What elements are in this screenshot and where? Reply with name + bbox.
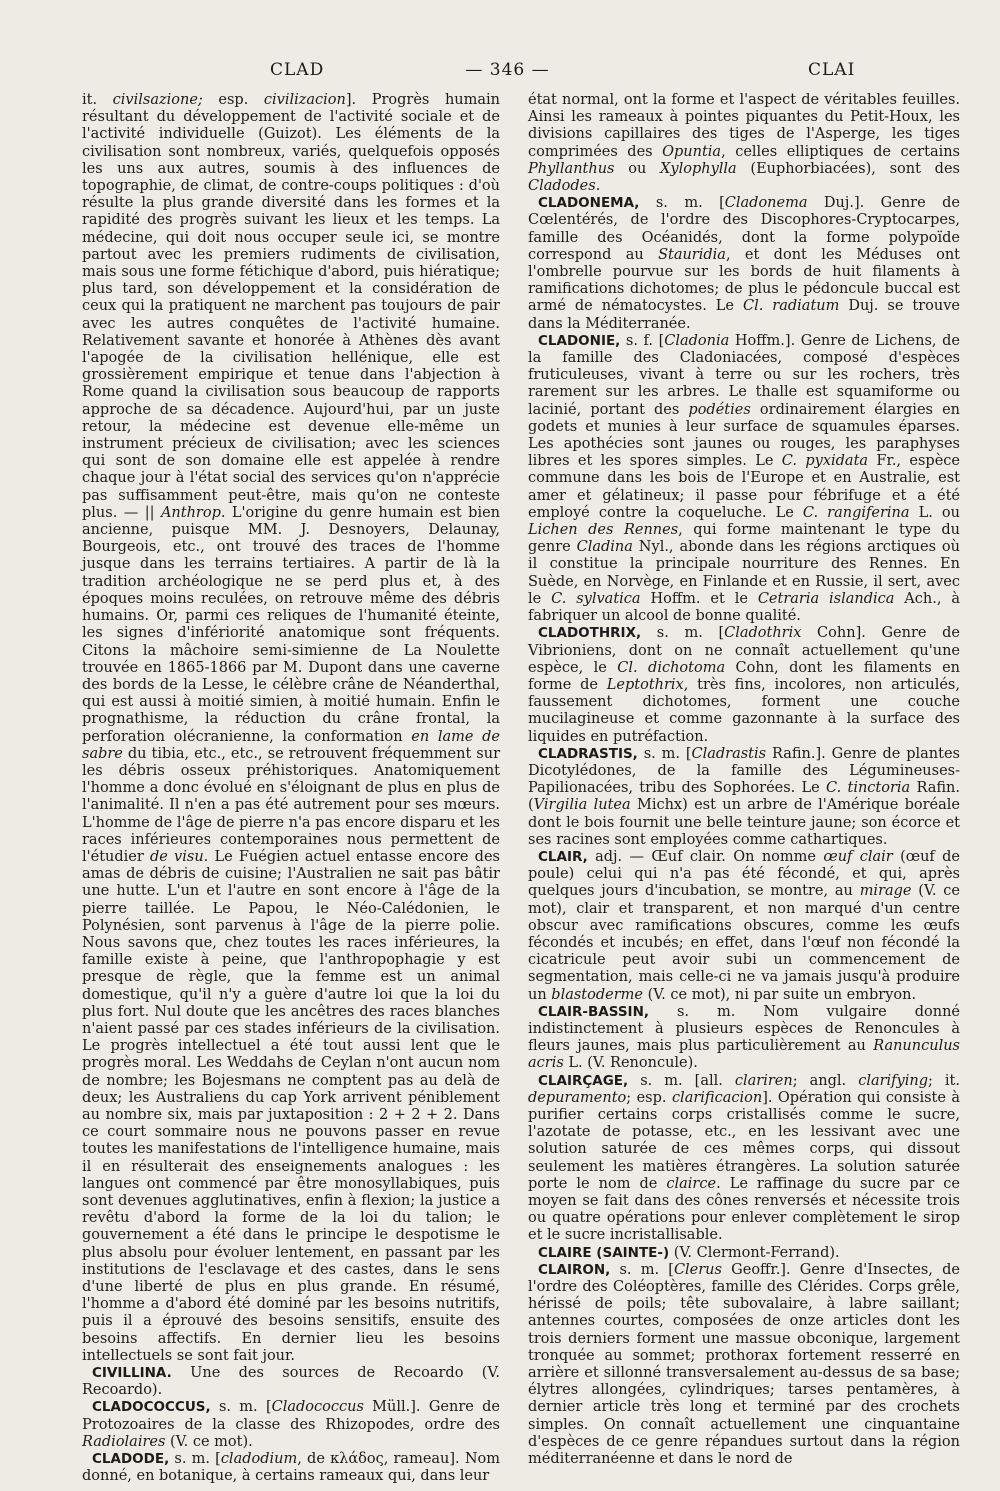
- italic-text: Cladina: [576, 539, 633, 556]
- entry-text: (œuf de poule) celui qui n'a pas été fécondé, et qui, après quelques jours d'incubation, se montre, au: [528, 848, 961, 900]
- entry-text: Müll.]. Genre de Protozoaires de la classe des Rhizopodes, ordre des: [82, 1399, 500, 1433]
- italic-text: civilsazione;: [112, 92, 219, 108]
- left-column: [82, 92, 501, 1485]
- italic-text: clairce: [666, 1175, 717, 1192]
- italic-text: Cladococcus: [271, 1399, 364, 1416]
- entry-text: (V. Clermont-Ferrand).: [669, 1244, 840, 1261]
- entry-text: , qui forme maintenant le type du genre: [528, 522, 960, 556]
- italic-text: Cl. radiatum: [742, 298, 840, 315]
- italic-text: mirage: [859, 883, 912, 900]
- entry-text: ordinairement élargies en godets et munies à leur surface de squamules éparses. Les apothécies sont jaunes ou rouges, les paraphyses libres et les spores simples. Le: [528, 401, 960, 470]
- entry-text: Duj. se trouve dans la Méditerranée.: [528, 298, 960, 332]
- entry-text: .: [595, 178, 601, 195]
- entry-text: . Le Fuégien actuel entasse encore des amas de débris de cuisine; l'Australien ne sait pas bâtir une hutte. L'un et l'autre en sont encore à l'âge de la pierre taillée. Le Papou, le Néo-Calédonien, le Polynésien, sont parvenus à l'âge de la pierre polie. Nous savons que, chez toutes les races inférieures, la famille existe à peine, que l'anthropophagie y est presque de règle, que la femme est un animal domestique, qu'il n'y a guère d'autre loi que la loi du plus fort. Nul doute que les ancêtres des races blanches n'aient passé par ces stades inférieurs de la civilisation. Le progrès intellectuel a été tout aussi lent que le progrès moral. Les Weddahs de Ceylan n'ont aucun nom de nombre; les Bojesmans ne comptent pas au delà de deux; les Australiens du cap York arrivent péniblement au nombre six, mais par juxtaposition : 2 + 2 + 2. Dans ce court sommaire nous ne pouvons passer en revue toutes les manifestations de l'intelligence humaine, mais il en résulterait des enseignements analogues : les langues ont commencé par être monosyllabiques, puis sont devenues agglutinatives, enfin à flexion; la justice a revêtu d'abord la forme de la loi du talion; le gouvernement a été dans le principe le despotisme le plus absolu pour évoluer lentement, en passant par les institutions de l'esclavage et des castes, dans le sens d'une liberté de plus en plus grande. En résumé, l'homme a d'abord été dominé par les besoins nutritifs, puis il a éprouvé des besoins sensitifs, ensuite des besoins affectifs. En dernier lieu les besoins intellectuels se sont fait jour.: [82, 848, 500, 1364]
- italic-text: Radiolaires: [82, 1433, 166, 1450]
- italic-text: C. tinctoria: [826, 780, 911, 797]
- entry-text: Rafin. (: [528, 780, 960, 814]
- italic-text: Stauridia: [658, 246, 726, 263]
- italic-text: Clerus: [673, 1261, 722, 1278]
- entry-text: (V. ce mot), ni par suite un embryon.: [642, 986, 917, 1003]
- entry-text: du tibia, etc., etc., se retrouvent fréquemment sur les débris osseux préhistoriques. Anatomiquement l'homme a donc évolué en s'éloignant de plus en plus de l'animalité. Il n'en a pas été autrement pour ses mœurs. L'homme de l'âge de pierre n'a pas encore disparu et les races inférieures contemporaines nous permettent de l'étudier: [82, 745, 500, 865]
- entry-headword: CIVILLINA.: [92, 1365, 172, 1382]
- header-right-guideword: CLAI: [808, 60, 856, 80]
- italic-text: Lichen des Rennes: [528, 522, 679, 539]
- entry-headword: CLADOCOCCUS,: [92, 1399, 211, 1416]
- dictionary-entry: [528, 746, 960, 849]
- right-column: [528, 92, 961, 1468]
- dictionary-entry: [528, 333, 960, 625]
- entry-text: s. m. [: [641, 625, 725, 642]
- entry-text: , celles elliptiques de certains: [721, 143, 960, 160]
- entry-text: s. m. Nom vulgaire donné indistinctement à plusieurs espèces de Renoncules à fleurs jaunes, mais plus particulièrement au: [528, 1003, 960, 1055]
- italic-text: Cl. dichotoma: [617, 659, 726, 676]
- italic-text: Virgilia lutea: [533, 797, 631, 814]
- entry-text: Nyl., abonde dans les régions arctiques où il constitue la principale nourriture des Rennes. En Suède, en Norvège, en Finlande et en Russie, il sert, avec le: [528, 539, 960, 607]
- entry-text: Hoffm.]. Genre de Lichens, de la famille des Cladoniacées, composé d'espèces fruticuleuses, vivant à terre ou sur les rochers, très rarement sur les arbres. Le thalle est squamiforme ou lacinié, portant des: [528, 332, 960, 418]
- entry-text: état normal, ont la forme et l'aspect de véritables feuilles. Ainsi les rameaux à pointes piquantes du Petit-Houx, les divisions capillaires des tiges de l'Asperge, les tiges comprimées des: [528, 92, 960, 160]
- entry-text: Geoffr.]. Genre d'Insectes, de l'ordre des Coléoptères, famille des Clérides. Corps grêle, hérissé de poils; tête subovalaire, à labre saillant; antennes courtes, composées de onze articles dont les trois derniers forment une massue obconique, largement tronquée au sommet; prothorax fortement resserré en arrière et sillonné transversalement au-dessus de sa base; élytres allongées, cylindriques; tarses pentamères, à dernier article très long et terminé par des crochets simples. On connaît actuellement une cinquantaine d'espèces de ce genre répandues surtout dans la région méditerranéenne et dans le nord de: [528, 1261, 960, 1468]
- dictionary-entry: [82, 1365, 500, 1399]
- italic-text: C. pyxidata: [781, 453, 869, 470]
- entry-text: Cohn]. Genre de Vibrioniens, dont on ne connaît actuellement qu'une espèce, le: [528, 625, 960, 676]
- entry-text: Rafin.]. Genre de plantes Dicotylédones, de la famille des Légumineuses-Papilionacées, tribu des Sophorées. Le: [528, 745, 960, 797]
- entry-text: (V. ce mot).: [165, 1433, 253, 1450]
- italic-text: en lame de sabre: [82, 728, 500, 762]
- italic-text: Cladodes: [528, 178, 596, 195]
- entry-headword: CLAIRE (SAINTE-): [538, 1244, 670, 1261]
- dictionary-entry: [528, 1004, 960, 1073]
- entry-text: s. m. [: [210, 1399, 272, 1416]
- entry-text: (Euphorbiacées), sont des: [736, 160, 960, 177]
- entry-text: (V. ce mot), clair et transparent, et non marqué d'un centre obscur avec ramifications obscures, comme les œufs fécondés et incubés; en effet, dans l'œuf non fécondé la cicatricule peut avoir subi un commencement de segmentation, mais celle-ci ne va jamais jusqu'à produire un: [528, 883, 960, 1003]
- entry-text: Une des sources de Recoardo (V. Recoardo).: [82, 1365, 500, 1399]
- entry-text: , très fins, incolores, non articulés, faussement dichotomes, forment une couche mucilagineuse et comme gazonnante à la surface des liquides en putréfaction.: [528, 676, 960, 745]
- italic-text: de visu: [150, 848, 204, 865]
- italic-text: C. rangiferina: [802, 504, 910, 521]
- italic-text: œuf clair: [823, 848, 893, 865]
- italic-text: depuramento: [528, 1089, 627, 1106]
- entry-text: L'origine du genre humain est bien ancienne, puisque MM. J. Desnoyers, Delaunay, Bourgeois, etc., ont trouvé des traces de l'homme jusque dans les terrains tertiaires. A partir de là la tradition archéologique ne se perd plus et, à des époques moins reculées, on retrouve même des débris humains. Or, parmi ces reliques de l'humanité éteinte, les signes d'infériorité anatomique sont fréquents. Citons la mâchoire semi-simienne de La Noulette trouvée en 1865-1866 par M. Dupont dans une caverne des bords de la Lesse, le célèbre crâne de Néanderthal, qui est aussi à moitié simien, à moitié humain. Enfin le prognathisme, la réduction du crâne frontal, la perforation olécranienne, la conformation: [82, 504, 500, 745]
- entry-text: , et dont les Méduses ont l'ombrelle pourvue sur les bords de huit filaments à ramifications dichotomes; de plus le pédoncule buccal est armé de nématocystes. Le: [528, 246, 960, 315]
- entry-headword: CLAIR-BASSIN,: [538, 1003, 650, 1020]
- entry-text: Ach., à fabriquer un alcool de bonne qualité.: [528, 590, 960, 625]
- entry-text: ou: [614, 160, 661, 177]
- italic-text: Cetraria islandica: [757, 590, 895, 607]
- dictionary-entry: [82, 1399, 500, 1451]
- entry-text: . Le raffinage du sucre par ce moyen se fait dans des cônes renversés et nécessite trois ou quatre opérations pour enlever complètement le sirop et le sucre incristallisable.: [528, 1175, 961, 1244]
- header-left-guideword: CLAD: [270, 60, 325, 80]
- entry-text: s. m. [: [639, 195, 725, 212]
- page-number: — 346 —: [465, 60, 550, 80]
- entry-headword: CLADONIE,: [538, 332, 621, 349]
- entry-text: ]. Progrès humain résultant du développement de l'activité sociale et de l'activité individuelle (Guizot). Les éléments de la civilisation sont nombreux, variés, quelquefois opposés les uns aux autres, soumis à des influences de topographie, de climat, de contre-coups politiques : d'où résulte la plus grande diversité dans les formes et la rapidité des progrès suivant les lieux et les temps. La médecine, qui doit nous occuper seule ici, se montre partout avec les premiers rudiments de civilisation, mais sous une forme fétichique d'abord, puis hiératique; plus tard, son développement et la considération de ceux qui la pratiquent ne marchent pas toujours de pair avec les autres conquêtes de l'activité humaine. Relativement savante et honorée à Athènes dès avant l'apogée de la civilisation hellénique, elle est grossièrement empirique et tenue dans l'abjection à Rome quand la civilisation sous beaucoup de rapports approche de sa décadence. Aujourd'hui, par un juste retour, la médecine est devenue elle-même un instrument précieux de civilisation; avec les sciences qui sont de son domaine elle est appelée à rendre chaque jour à l'état social des services qu'on n'apprécie pas suffisamment peut-être, mais qu'on ne conteste plus. — ||: [82, 92, 501, 521]
- entry-headword: CLAIR,: [538, 848, 588, 865]
- entry-text: esp.: [218, 92, 264, 108]
- dictionary-entry: [528, 849, 960, 1004]
- entry-text: ; angl.: [792, 1072, 859, 1089]
- italic-text: Cladonia: [664, 332, 730, 349]
- entry-text: Duj.]. Genre de Cœlentérés, de l'ordre des Discophores-Cryptocarpes, famille des Océanidés, dont la forme polypoïde correspond au: [528, 195, 960, 263]
- italic-text: Xylophylla: [660, 160, 737, 177]
- italic-text: clarificacion: [671, 1089, 763, 1106]
- entry-headword: CLADONEMA,: [538, 195, 640, 212]
- dictionary-entry: [528, 1073, 960, 1245]
- entry-text: ; esp.: [626, 1089, 672, 1106]
- entry-text: s. m. [: [169, 1451, 221, 1468]
- entry-text: it.: [82, 92, 113, 108]
- entry-continuation: [528, 92, 960, 195]
- italic-text: Phyllanthus: [528, 160, 615, 177]
- italic-text: Cladrastis: [691, 745, 767, 762]
- entry-headword: CLADODE,: [92, 1451, 170, 1468]
- italic-text: blastoderme: [551, 986, 643, 1003]
- italic-text: clarifying: [858, 1072, 928, 1089]
- entry-text: , de κλάδος, rameau]. Nom donné, en botanique, à certains rameaux qui, dans leur: [82, 1451, 500, 1485]
- entry-text: Cohn, dont les filaments en forme de: [528, 659, 960, 693]
- entry-text: s. m. [: [610, 1261, 674, 1278]
- entry-headword: CLADRASTIS,: [538, 745, 638, 762]
- italic-text: clariren: [734, 1072, 793, 1089]
- italic-text: Cladonema: [724, 195, 808, 212]
- entry-text: ]. Opération qui consiste à purifier certains corps cristallisés comme le sucre, l'azotate de potasse, etc., en les lessivant avec une solution saturée de ces mêmes corps, qui dissout seulement les matières étrangères. La solution saturée porte le nom de: [528, 1089, 960, 1192]
- running-head: [70, 60, 945, 90]
- entry-continuation: [82, 92, 500, 1365]
- dictionary-entry: [528, 1245, 960, 1262]
- entry-text: s. f. [: [620, 332, 665, 349]
- entry-headword: CLAIRON,: [538, 1261, 611, 1278]
- entry-text: Fr., espèce commune dans les bois de l'Europe et en Australie, est amer et gélatineux; il passe pour fébrifuge et a été employé contre la coqueluche. Le: [528, 453, 960, 521]
- italic-text: Leptothrix: [606, 676, 684, 693]
- entry-text: Michx) est un arbre de l'Amérique boréale dont le bois fournit une belle teinture jaune; son écorce et ses racines sont employées comme cathartiques.: [528, 797, 961, 848]
- dictionary-entry: [82, 1451, 500, 1485]
- italic-text: Opuntia: [662, 143, 722, 160]
- entry-text: ; it.: [928, 1072, 960, 1089]
- italic-text: civilizacion: [263, 92, 346, 108]
- entry-text: L. (V. Renoncule).: [563, 1055, 698, 1072]
- entry-text: s. m. [: [637, 745, 692, 762]
- entry-headword: CLAIRÇAGE,: [538, 1072, 629, 1089]
- italic-text: Cladothrix: [724, 625, 802, 642]
- dictionary-entry: [528, 1262, 960, 1468]
- entry-text: s. m. [all.: [628, 1072, 735, 1089]
- italic-text: C. sylvatica: [551, 590, 641, 607]
- italic-text: Anthrop.: [160, 504, 226, 521]
- dictionary-entry: [528, 195, 960, 333]
- dictionary-entry: [528, 625, 960, 745]
- entry-text: Hoffm. et le: [640, 590, 758, 607]
- italic-text: cladodium: [220, 1451, 298, 1468]
- entry-text: adj. — Œuf clair. On nomme: [587, 848, 824, 865]
- italic-text: podéties: [688, 401, 751, 418]
- entry-headword: CLADOTHRIX,: [538, 625, 642, 642]
- italic-text: Ranunculus acris: [528, 1038, 960, 1072]
- entry-text: L. ou: [909, 504, 960, 521]
